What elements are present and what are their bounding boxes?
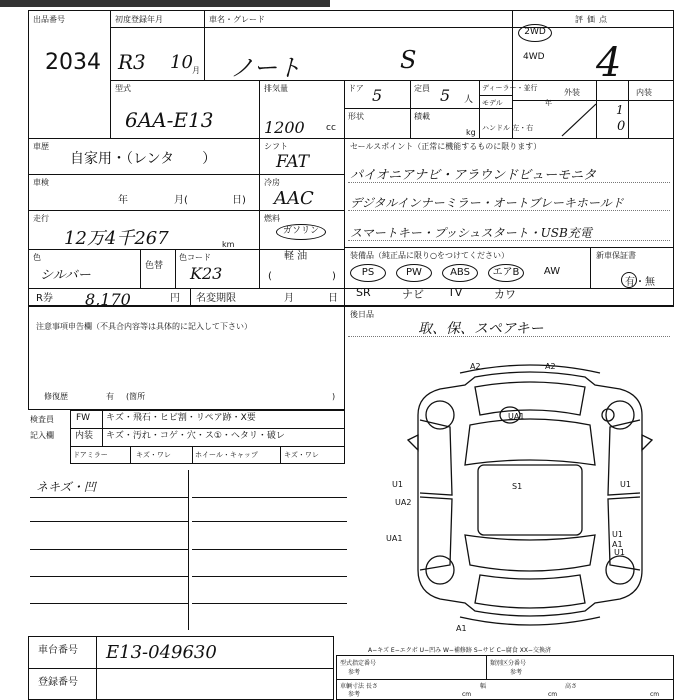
equipment-aw-circle: AW <box>543 266 561 277</box>
mark-a2-left: A2 <box>470 362 481 371</box>
name-change-label: 名変期限 <box>196 293 236 304</box>
after-goods-label: 後日品 <box>350 310 374 319</box>
score-label: 評価点 <box>575 15 611 24</box>
sales-point-label: セールスポイント（正常に機能するものに限ります） <box>350 142 542 151</box>
year-unit: 年 <box>545 99 552 107</box>
usage-label: 車歴 <box>33 142 49 151</box>
footer-ref2: 参考 <box>510 669 523 676</box>
notes-value: ネキズ・凹 <box>36 480 96 494</box>
lot-no-value: 2034 <box>45 50 101 75</box>
damage-legend: A−キズ E−エクボ U−凹み W−補修跡 S−サビ C−腐食 XX−交換済 <box>368 647 551 654</box>
warranty-options: 有・無 <box>625 277 655 288</box>
reg-no-label: 登録番号 <box>38 677 78 688</box>
yen-label: 円 <box>170 293 180 304</box>
color-value: シルバー <box>40 268 91 283</box>
repair-where: (箇所 <box>126 392 146 401</box>
mark-a1-bottom: A1 <box>456 624 467 633</box>
sales-line-2: デジタルインナーミラー・オートブレーキホールド <box>350 196 624 210</box>
mileage-value: 12万4千267 <box>64 228 169 249</box>
fuel-label: 燃料 <box>264 214 280 223</box>
mark-u1-bottom: U1 <box>614 548 625 557</box>
chassis-value: E13-049630 <box>106 642 217 663</box>
model-grade-label: 車名・グレード <box>209 15 265 24</box>
notes-header: 注意事項申告欄（不具合内容等は具体的に記入して下さい） <box>36 322 252 331</box>
cooler-value: AAC <box>274 188 314 209</box>
ext-score-value: 1 <box>616 103 624 117</box>
insp-row2-key: 内装 <box>75 431 94 441</box>
displacement-value: 1200 <box>264 118 305 137</box>
exterior-label: 外装 <box>564 88 580 97</box>
footer-length: 車輌寸法 長さ <box>340 683 378 690</box>
reg-era-value: R3 <box>118 50 146 74</box>
insp-row2-val: キズ・汚れ・コゲ・穴・ス①・ヘタリ・破レ <box>106 431 285 441</box>
inspection-label: 車検 <box>33 178 49 187</box>
color-label: 色 <box>33 253 41 262</box>
capacity-label: 定員 <box>414 84 430 93</box>
mileage-label: 走行 <box>33 214 49 223</box>
footer-type-no: 型式指定番号 <box>340 660 377 667</box>
kg-label: kg <box>466 128 476 137</box>
repair-close: ) <box>332 392 336 401</box>
shape-label: 形状 <box>348 112 364 121</box>
reg-month-value: 10 <box>170 52 193 73</box>
2wd-circle: 2WD <box>518 24 552 42</box>
color-code-value: K23 <box>190 264 223 283</box>
color-change-label: 色替 <box>145 261 164 271</box>
insp-row1-key: FW <box>76 413 91 423</box>
footer-cm3: cm <box>650 691 660 698</box>
doors-label: ドア <box>348 84 364 93</box>
score-slash <box>560 100 600 138</box>
lot-no-label: 出品番号 <box>33 15 65 24</box>
score-value: 4 <box>596 40 622 86</box>
equipment-ps-circle: PS <box>350 264 386 282</box>
footer-cm2: cm <box>548 691 558 698</box>
insp-row3-c: ホイール・キャップ <box>195 451 258 459</box>
capacity-unit: 人 <box>464 95 474 105</box>
light-oil-label: 軽 油 <box>284 251 308 262</box>
insp-day: 日) <box>232 195 246 206</box>
equipment-4-label: カワ <box>494 288 516 301</box>
mark-ua2: UA2 <box>395 498 412 507</box>
r-ticket-label: R券 <box>36 293 53 304</box>
equipment-エアb-circle: エアB <box>488 264 524 282</box>
mark-u1-left: U1 <box>392 480 403 489</box>
equipment-label: 装備品（純正品に限り○をつけてください） <box>350 251 509 260</box>
grade-value: S <box>400 46 417 74</box>
capacity-value: 5 <box>440 86 451 105</box>
4wd-label: 4WD <box>523 52 545 62</box>
footer-cm1: cm <box>462 691 472 698</box>
header-strip <box>0 0 330 7</box>
usage-value: 自家用・（レンタ ） <box>70 151 217 167</box>
displacement-label: 排気量 <box>264 84 288 93</box>
handle-label: ハンドル 左・右 <box>482 124 534 132</box>
mark-s1: S1 <box>512 482 523 491</box>
name-change-month: 月 <box>284 293 294 304</box>
equipment-1-label: SR <box>356 286 371 299</box>
mark-u1-right: U1 <box>620 480 631 489</box>
repair-yes: 有 <box>106 392 114 401</box>
inspector-label: 検査員 <box>30 415 54 424</box>
shift-value: FAT <box>276 152 310 172</box>
cc-label: cc <box>326 123 336 133</box>
insp-row3-a: ドアミラー <box>73 451 108 459</box>
color-code-label: 色コード <box>179 253 211 262</box>
repair-history-label: 修復歴 <box>44 392 68 401</box>
entry-label: 記入欄 <box>30 431 54 440</box>
sales-line-1: パイオニアナビ・アラウンドビューモニタ <box>350 168 597 183</box>
footer-height: 高さ <box>565 683 578 690</box>
mark-ua1-top: UA1 <box>508 412 525 421</box>
chassis-label: 車台番号 <box>38 645 78 656</box>
mark-u1-rightlow: U1 <box>612 530 623 539</box>
equipment-grid <box>348 262 588 304</box>
month-unit: 月 <box>192 66 200 75</box>
mark-a1-right: A1 <box>612 540 623 549</box>
km-label: km <box>222 240 235 249</box>
paren-right: ) <box>332 271 336 282</box>
interior-label: 内装 <box>636 88 652 97</box>
model-year-label: モデル <box>482 99 503 107</box>
warranty-label: 新車保証書 <box>596 251 636 260</box>
insp-row3-b: キズ・ワレ <box>136 451 171 459</box>
insp-row1-val: キズ・飛石・ヒビ割・リペア跡・X要 <box>106 413 256 423</box>
sales-line-3: スマートキー・プッシュスタート・USB充電 <box>350 226 592 240</box>
model-name-value: ノート <box>230 54 302 82</box>
equipment-pw-circle: PW <box>396 264 432 282</box>
insp-month: 月( <box>174 195 188 206</box>
first-reg-label: 初度登録年月 <box>115 15 163 24</box>
after-goods-value: 取、保、スペアキー <box>418 321 544 337</box>
mark-a2-right: A2 <box>545 362 556 371</box>
footer-width: 幅 <box>480 683 487 690</box>
model-type-value: 6AA-E13 <box>125 108 214 132</box>
r-ticket-value: 8,170 <box>85 290 131 309</box>
footer-ref1: 参考 <box>348 669 361 676</box>
name-change-day: 日 <box>328 293 338 304</box>
int-score-value: 0 <box>617 119 626 134</box>
equipment-abs-circle: ABS <box>442 264 478 282</box>
insp-year: 年 <box>118 195 128 206</box>
footer-ref3: 参考 <box>348 691 361 698</box>
model-type-label: 型式 <box>115 84 131 93</box>
load-label: 積載 <box>414 112 430 121</box>
insp-row3-d: キズ・ワレ <box>284 451 319 459</box>
mark-ua1-left: UA1 <box>386 534 403 543</box>
shift-label: シフト <box>264 142 288 151</box>
car-diagram <box>380 355 680 635</box>
paren-left: ( <box>268 271 272 282</box>
equipment-2-label: ナビ <box>402 288 424 301</box>
equipment-3-label: TV <box>448 286 463 299</box>
doors-value: 5 <box>372 86 383 105</box>
cooler-label: 冷房 <box>264 178 280 187</box>
gasoline-circle: ガソリン <box>276 224 326 240</box>
dealer-label: ディーラー・並行 <box>482 84 538 92</box>
footer-class-no: 類別区分番号 <box>490 660 527 667</box>
warranty-yes-circle <box>621 272 637 288</box>
